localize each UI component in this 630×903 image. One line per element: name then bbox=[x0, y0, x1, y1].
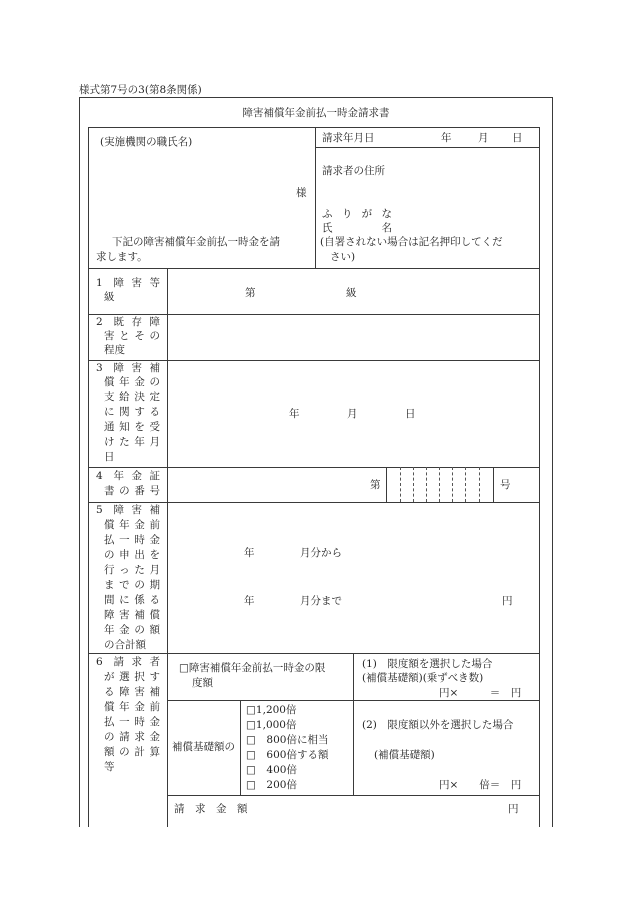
option-2-calc: 円× 倍＝ 円 bbox=[439, 779, 522, 791]
row-3-month: 月 bbox=[347, 408, 358, 420]
row-1-suffix: 級 bbox=[346, 287, 357, 299]
row-5-yen: 円 bbox=[502, 595, 513, 607]
request-statement-2: 求します。 bbox=[96, 251, 148, 263]
choice-400[interactable]: □ 400倍 bbox=[246, 764, 297, 776]
form-number: 様式第7号の3(第8条関係) bbox=[79, 84, 202, 96]
choice-800[interactable]: □ 800倍に相当 bbox=[246, 734, 329, 746]
agency-label: (実施機関の職氏名) bbox=[100, 136, 193, 148]
honorific: 様 bbox=[296, 187, 307, 199]
row-5-year-to: 年 bbox=[244, 595, 255, 607]
option-1-calc: 円× ＝ 円 bbox=[439, 687, 522, 699]
choice-1200[interactable]: □1,200倍 bbox=[246, 704, 297, 716]
choice-600[interactable]: □ 600倍する額 bbox=[246, 749, 329, 761]
option-1-sub: (補償基礎額)(乗ずべき数) bbox=[362, 672, 484, 684]
name-label: 氏名 bbox=[322, 222, 392, 234]
date-month: 月 bbox=[478, 132, 489, 144]
choice-1000[interactable]: □1,000倍 bbox=[246, 719, 297, 731]
option-2-title: (2) 限度額以外を選択した場合 bbox=[362, 719, 514, 731]
request-statement: 下記の障害補償年金前払一時金を請 bbox=[112, 236, 280, 248]
claim-amount-label: 請 求 金 額 bbox=[174, 803, 248, 815]
limit-checkbox[interactable]: □障害補償年金前払一時金の限 bbox=[179, 662, 326, 674]
row-1-prefix: 第 bbox=[245, 287, 256, 299]
date-year: 年 bbox=[441, 132, 452, 144]
base-amount-label: 補償基礎額の bbox=[172, 741, 235, 753]
row-3-year: 年 bbox=[289, 408, 300, 420]
limit-checkbox-2: 度額 bbox=[192, 677, 213, 689]
furigana-label: ふりがな bbox=[322, 208, 392, 220]
name-note: (自署されない場合は記名押印してくだ bbox=[320, 236, 503, 248]
option-1-title: (1) 限度額を選択した場合 bbox=[362, 658, 493, 670]
row-3-day: 日 bbox=[405, 408, 416, 420]
address-label: 請求者の住所 bbox=[322, 165, 385, 177]
row-4-prefix: 第 bbox=[370, 479, 381, 491]
form-title: 障害補償年金前払一時金請求書 bbox=[242, 107, 390, 119]
claim-yen: 円 bbox=[508, 803, 519, 815]
row-4-suffix: 号 bbox=[500, 479, 511, 491]
row-5-year-from: 年 bbox=[244, 547, 255, 559]
date-day: 日 bbox=[512, 132, 523, 144]
option-2-sub: (補償基礎額) bbox=[374, 749, 435, 761]
choice-200[interactable]: □ 200倍 bbox=[246, 779, 297, 791]
name-note-2: さい) bbox=[330, 251, 356, 263]
date-label: 請求年月日 bbox=[322, 132, 375, 144]
row-5-from: 月分から bbox=[300, 547, 342, 559]
row-5-to: 月分まで bbox=[300, 595, 342, 607]
